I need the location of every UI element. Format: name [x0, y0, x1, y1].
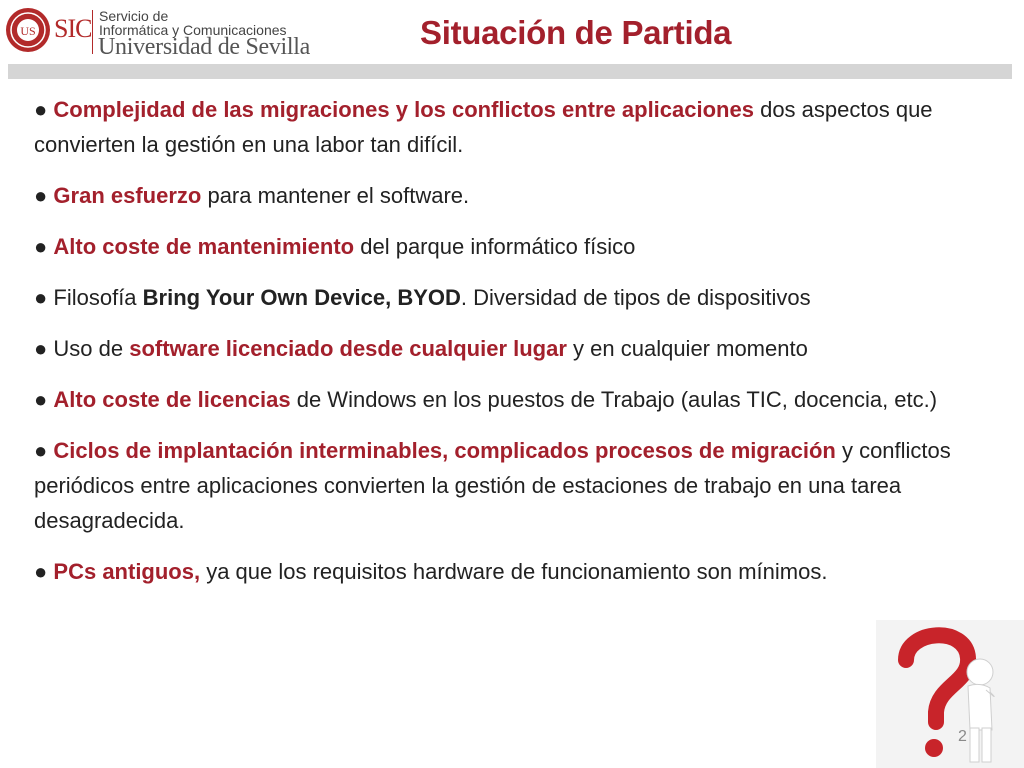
slide-title: Situación de Partida: [420, 14, 732, 51]
bullet-text: del parque informático físico: [354, 234, 636, 259]
bullet-item: [34, 178, 994, 213]
bullet-emphasis-text: Complejidad de las migraciones y los conflictos entre aplicaciones: [53, 97, 754, 122]
bullet-emphasis-text: software licenciado desde cualquier lugar: [129, 336, 567, 361]
title-underline-bar: [8, 64, 1012, 79]
bullet-emphasis-text: Bring Your Own Device, BYOD: [142, 285, 461, 310]
bullet-text: ●: [34, 387, 54, 412]
question-mark-figure-icon: [876, 620, 1024, 768]
bullet-item: [34, 229, 994, 264]
bullet-text: . Diversidad de tipos de dispositivos: [460, 285, 811, 310]
bullet-emphasis-text: PCs antiguos,: [53, 559, 201, 584]
bullet-text: ● Filosofía: [34, 285, 143, 310]
university-logo: [4, 4, 324, 60]
bullet-emphasis-text: Ciclos de implantación interminables, complicados procesos de migración: [53, 438, 836, 463]
logo-divider: [92, 10, 93, 54]
bullet-text: y conflictos periódicos entre aplicaciones convierten la gestión de estaciones de trabajo en una tarea desagradecida.: [34, 438, 951, 533]
bullet-text: para mantener el software.: [201, 183, 470, 208]
bullet-text: dos aspectos que convierten la gestión en una labor tan difícil.: [34, 97, 933, 157]
bullet-item: [34, 382, 994, 417]
bullet-text: de Windows en los puestos de Trabajo (aulas TIC, docencia, etc.): [290, 387, 938, 412]
bullet-text: ●: [34, 97, 54, 122]
bullet-list: [34, 92, 994, 605]
logo-service-line: Servicio de: [99, 8, 169, 24]
bullet-item: [34, 92, 994, 162]
bullet-text: ya que los requisitos hardware de funcionamiento son mínimos.: [200, 559, 828, 584]
bullet-item: [34, 280, 994, 315]
bullet-emphasis-text: Gran esfuerzo: [53, 183, 202, 208]
bullet-text: ●: [34, 438, 54, 463]
page-number: 2: [958, 728, 967, 745]
bullet-item: [34, 433, 994, 538]
bullet-text: y en cualquier momento: [566, 336, 808, 361]
bullet-text: ● Uso de: [34, 336, 130, 361]
bullet-item: [34, 331, 994, 366]
logo-department-line: Informática y Comunicaciones: [99, 22, 287, 38]
bullet-text: ●: [34, 183, 54, 208]
logo-university-line: Universidad de Sevilla: [98, 34, 311, 60]
logo-sic-text: SIC: [54, 14, 92, 43]
bullet-emphasis-text: Alto coste de licencias: [53, 387, 291, 412]
university-seal-icon: [4, 4, 56, 56]
bullet-emphasis-text: Alto coste de mantenimiento: [53, 234, 355, 259]
bullet-text: ●: [34, 234, 54, 259]
bullet-item: [34, 554, 994, 589]
svg-text:US: US: [20, 24, 36, 38]
bullet-text: ●: [34, 559, 54, 584]
